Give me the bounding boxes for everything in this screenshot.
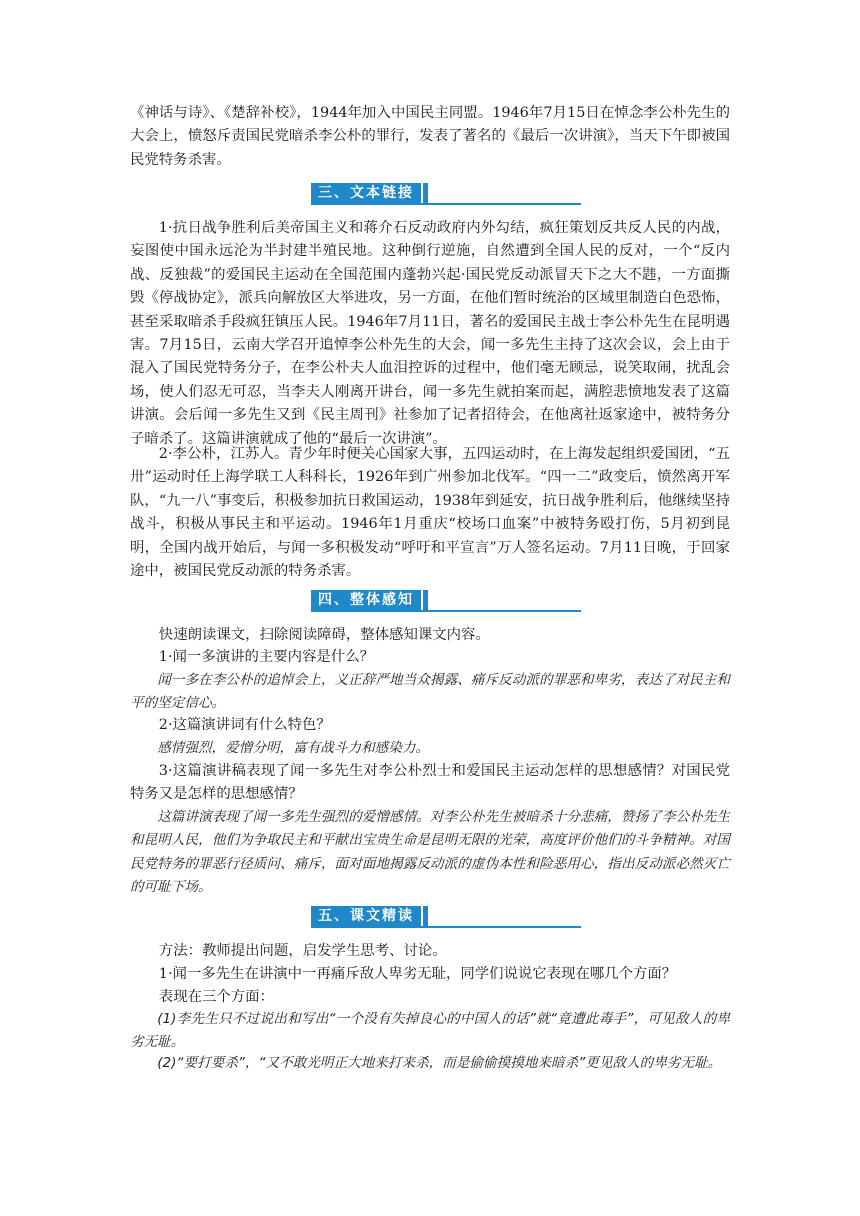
- header-accent-bar: [423, 590, 428, 610]
- header-accent-bar: [423, 183, 428, 203]
- section-header-text-links: [311, 183, 581, 205]
- intro-paragraph: 《神话与诗》、《楚辞补校》，1944年加入中国民主同盟。1946年7月15日在悼念李公朴先生的大会上，愤怒斥责国民党暗杀李公朴的罪行，发表了著名的《最后一次讲演》，当天下午即被国民党特务杀害。: [130, 105, 730, 168]
- question-1: 1·闻一多演讲的主要内容是什么？: [158, 649, 374, 665]
- answer-3: 这篇讲演表现了闻一多先生强烈的爱憎感情。对李公朴先生被暗杀十分悲痛，赞扬了李公朴先生和昆明人民，他们为争取民主和平献出宝贵生命是昆明无限的光荣，高度评价他们的斗争精神。对国民党特务的罪恶行径质问、痛斥，面对面地揭露反动派的虚伪本性和险恶用心，指出反动派必然灭亡的可耻下场。: [130, 809, 730, 896]
- question-2: 2·这篇演讲词有什么特色？: [158, 717, 331, 733]
- header-underline: [311, 203, 581, 205]
- section-header-close-reading: [311, 906, 581, 928]
- header-accent-bar: [423, 906, 428, 926]
- header-underline: [311, 610, 581, 612]
- answer-1: 闻一多在李公朴的追悼会上，义正辞严地当众揭露、痛斥反动派的罪恶和卑劣，表达了对民主和平的坚定信心。: [130, 672, 730, 712]
- section-title: 四、整体感知: [311, 590, 421, 610]
- section-title: 五、课文精读: [311, 906, 421, 926]
- reading-instruction: 快速朗读课文，扫除阅读障碍，整体感知课文内容。: [158, 627, 490, 643]
- close-reading-question-1: 1·闻一多先生在讲演中一再痛斥敌人卑劣无耻，同学们说说它表现在哪几个方面？: [158, 966, 677, 982]
- aspects-intro: 表现在三个方面：: [158, 989, 274, 1005]
- answer-2: 感情强烈，爱憎分明，富有战斗力和感染力。: [157, 740, 430, 756]
- section-header-overall-perception: [311, 590, 581, 612]
- link-paragraph-1: 1·抗日战争胜利后美帝国主义和蒋介石反动政府内外勾结，疯狂策划反共反人民的内战，妄图使中国永远沦为半封建半殖民地。这种倒行逆施，自然遭到全国人民的反对，一个“反内战、反独裁”的爱国民主运动在全国范围内蓬勃兴起·国民党反动派冒天下之大不韪，一方面撕毁《停战协定》，派兵向解放区大举进攻，另一方面，在他们暂时统治的区域里制造白色恐怖，甚至采取暗杀手段疯狂镇压人民。1946年7月11日，著名的爱国民主战士李公朴先生在昆明遇害。7月15日，云南大学召开追悼李公朴先生的大会，闻一多先生主持了这次会议，会上由于混入了国民党特务分子，在李公朴夫人血泪控诉的过程中，他们毫无顾忌，说笑取闹，扰乱会场，使人们忍无可忍，当李夫人刚离开讲台，闻一多先生就拍案而起，满腔悲愤地发表了这篇讲演。会后闻一多先生又到《民主周刊》社参加了记者招待会，在他离社返家途中，被特务分子暗杀了。这篇讲演就成了他的“最后一次讲演”。: [130, 220, 730, 447]
- method-paragraph: 方法：教师提出问题，启发学生思考、讨论。: [158, 943, 447, 959]
- aspect-1: (1)李先生只不过说出和写出“一个没有失掉良心的中国人的话”就“竟遭此毒手”，可见敌人的卑劣无耻。: [130, 1011, 730, 1051]
- header-underline: [311, 926, 581, 928]
- aspect-2: (2)“要打要杀”，“又不敢光明正大地来打来杀，而是偷偷摸摸地来暗杀”更见敌人的卑劣无耻。: [157, 1055, 722, 1071]
- section-title: 三、文本链接: [311, 183, 421, 203]
- question-3: 3·这篇演讲稿表现了闻一多先生对李公朴烈士和爱国民主运动怎样的思想感情？对国民党特务又是怎样的思想感情？: [130, 763, 730, 803]
- link-paragraph-2: 2·李公朴，江苏人。青少年时便关心国家大事，五四运动时，在上海发起组织爱国团，“五卅”运动时任上海学联工人科科长，1926年到广州参加北伐军。“四一二”政变后，愤然离开军队，“九一八”事变后，积极参加抗日救国运动，1938年到延安，抗日战争胜利后，他继续坚持战斗，积极从事民主和平运动。1946年1月重庆“校场口血案”中被特务殴打伤，5月初到昆明，全国内战开始后，与闻一多积极发动“呼吁和平宣言”万人签名运动。7月11日晚，于回家途中，被国民党反动派的特务杀害。: [130, 446, 730, 580]
